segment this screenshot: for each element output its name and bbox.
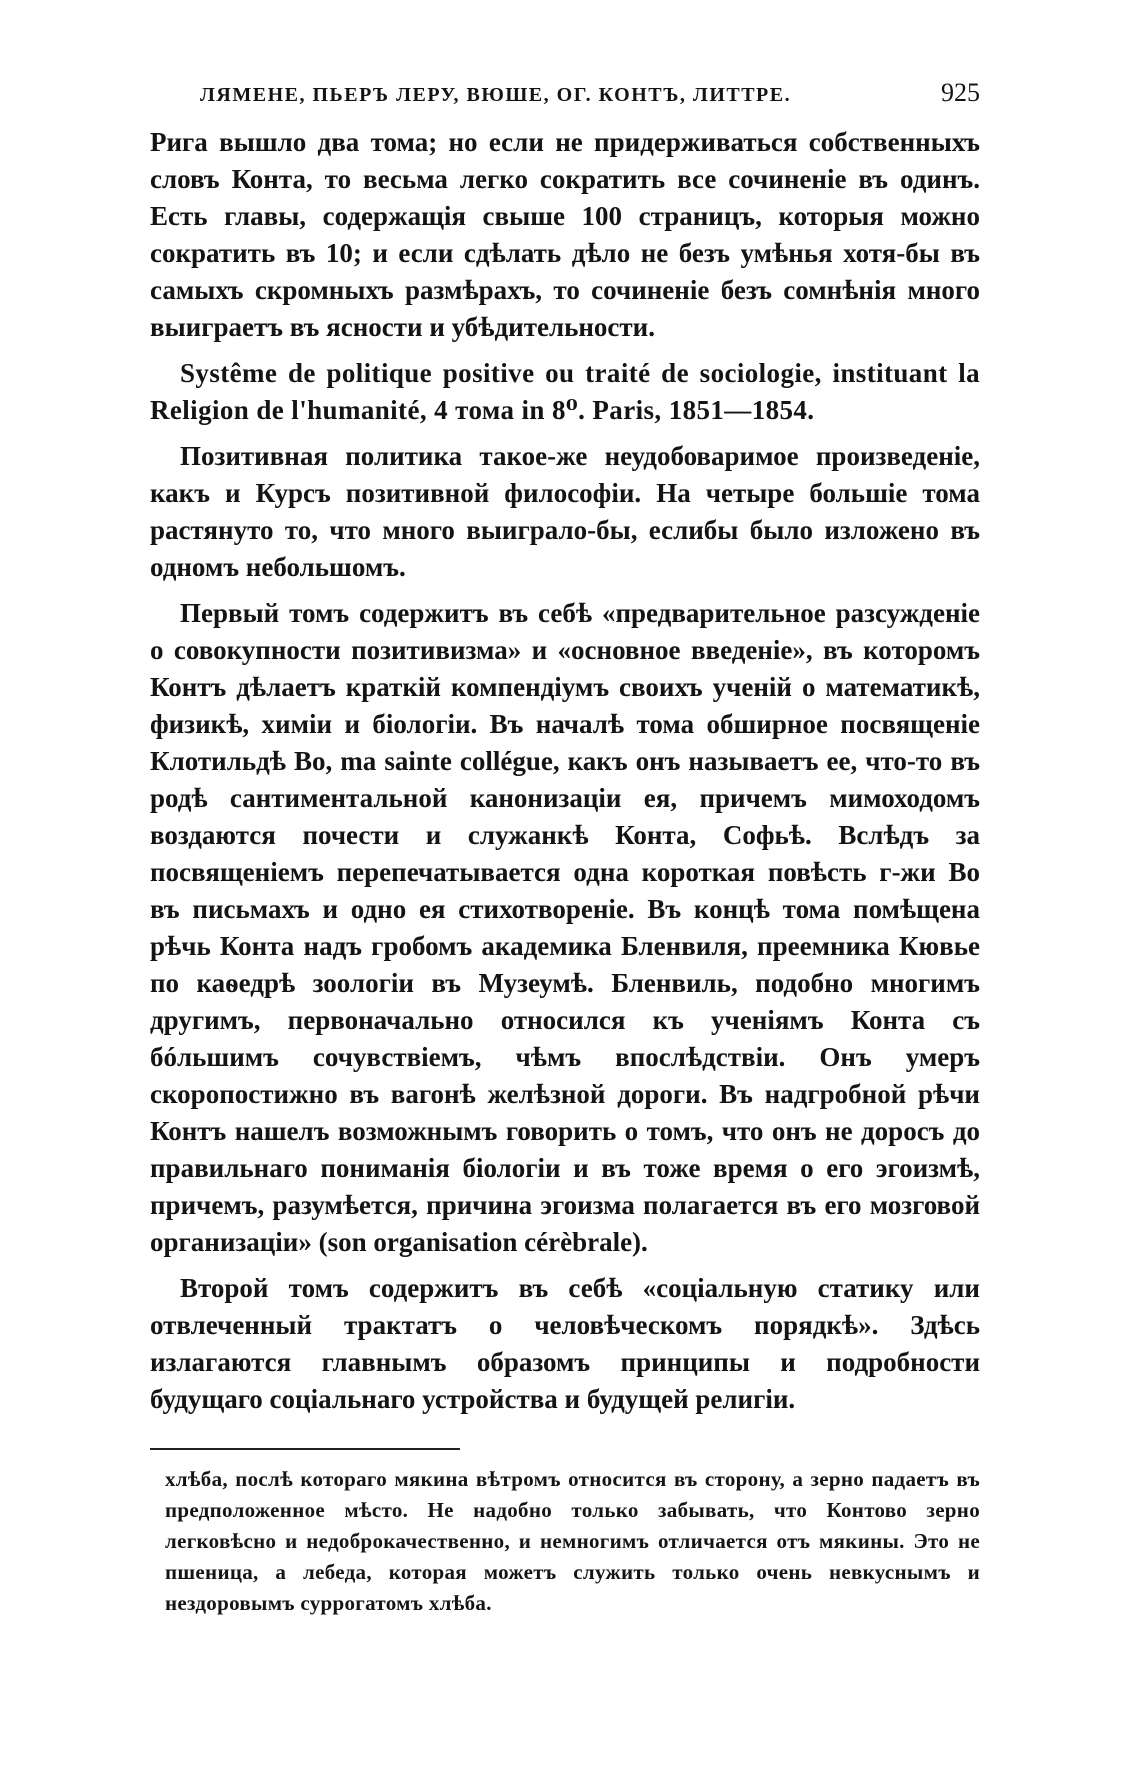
book-page: [150, 78, 980, 1619]
paragraph-second-volume: Второй томъ содержитъ въ себѣ «соціальную статику или отвлеченный трактатъ о человѣческомъ порядкѣ». Здѣсь излагаются главнымъ образомъ принципы и подробности будущаго соціальнаго устройства и будущей религіи.: [150, 1273, 980, 1414]
paragraph-continuation: Рига вышло два тома; но если не придерживаться собственныхъ словъ Конта, то весьма легко сократить все сочиненіе въ одинъ. Есть главы, содержащія свыше 100 страницъ, которыя можно сократить въ 10; и если сдѣлать дѣло не безъ умѣнья хотя-бы въ самыхъ скромныхъ размѣрахъ, то сочиненіе безъ сомнѣнія много выиграетъ въ ясности и убѣдительности.: [150, 127, 980, 342]
footnote: хлѣба, послѣ котораго мякина вѣтромъ относится въ сторону, а зерно падаетъ въ предположенное мѣсто. Не надобно только забывать, что Контово зерно легковѣсно и недоброкачественно, и немногимъ отличается отъ мякины. Это не пшеница, а лебеда, которая можетъ служить только очень невкуснымъ и нездоровымъ суррогатомъ хлѣба.: [165, 1467, 980, 1615]
page-number: 925: [941, 78, 980, 107]
running-title: ЛЯМЕНЕ, ПЬЕРЪ ЛЕРУ, ВЮШЕ, ОГ. КОНТЪ, ЛИТТРЕ.: [200, 84, 792, 106]
footnote-divider: [150, 1448, 460, 1450]
running-head: [150, 78, 980, 118]
paragraph-first-volume: Первый томъ содержитъ въ себѣ «предварительное разсужденіе о совокупности позитивизма» и «основное введеніе», въ которомъ Контъ дѣлаетъ краткій компендіумъ своихъ ученій о математикѣ, физикѣ, химіи и біологіи. Въ началѣ тома обширное посвященіе Клотильдѣ Во, ma sainte collégue, какъ онъ называетъ ее, что-то въ родѣ сантиментальной канонизаціи ея, причемъ мимоходомъ воздаются почести и служанкѣ Конта, Софьѣ. Вслѣдъ за посвященіемъ перепечатывается одна короткая повѣсть г-жи Во въ письмахъ и одно ея стихотвореніе. Въ концѣ тома помѣщена рѣчь Конта надъ гробомъ академика Бленвиля, преемника Кювье по каѳедрѣ зоологіи въ Музеумѣ. Бленвиль, подобно многимъ другимъ, первоначально относился къ ученіямъ Конта съ бóльшимъ сочувствіемъ, чѣмъ впослѣдствіи. Онъ умеръ скоропостижно въ вагонѣ желѣзной дороги. Въ надгробной рѣчи Контъ нашелъ возможнымъ говорить о томъ, что онъ не доросъ до правильнаго пониманія біологіи и въ тоже время о его эгоизмѣ, причемъ, разумѣется, причина эгоизма полагается въ его мозговой организаціи» (son organisation cérèbrale).: [150, 598, 980, 1257]
body-text: [150, 124, 980, 1418]
paragraph-bibliographic-title: Systême de politique positive ou traité de sociologie, instituant la Religion de l'humanité, 4 тома in 8⁰. Paris, 1851—1854.: [150, 358, 980, 425]
paragraph-positive-politics: Позитивная политика такое-же неудобоваримое произведеніе, какъ и Курсъ позитивной философіи. На четыре большіе тома растянуто то, что много выиграло-бы, еслибы было изложено въ одномъ небольшомъ.: [150, 441, 980, 582]
